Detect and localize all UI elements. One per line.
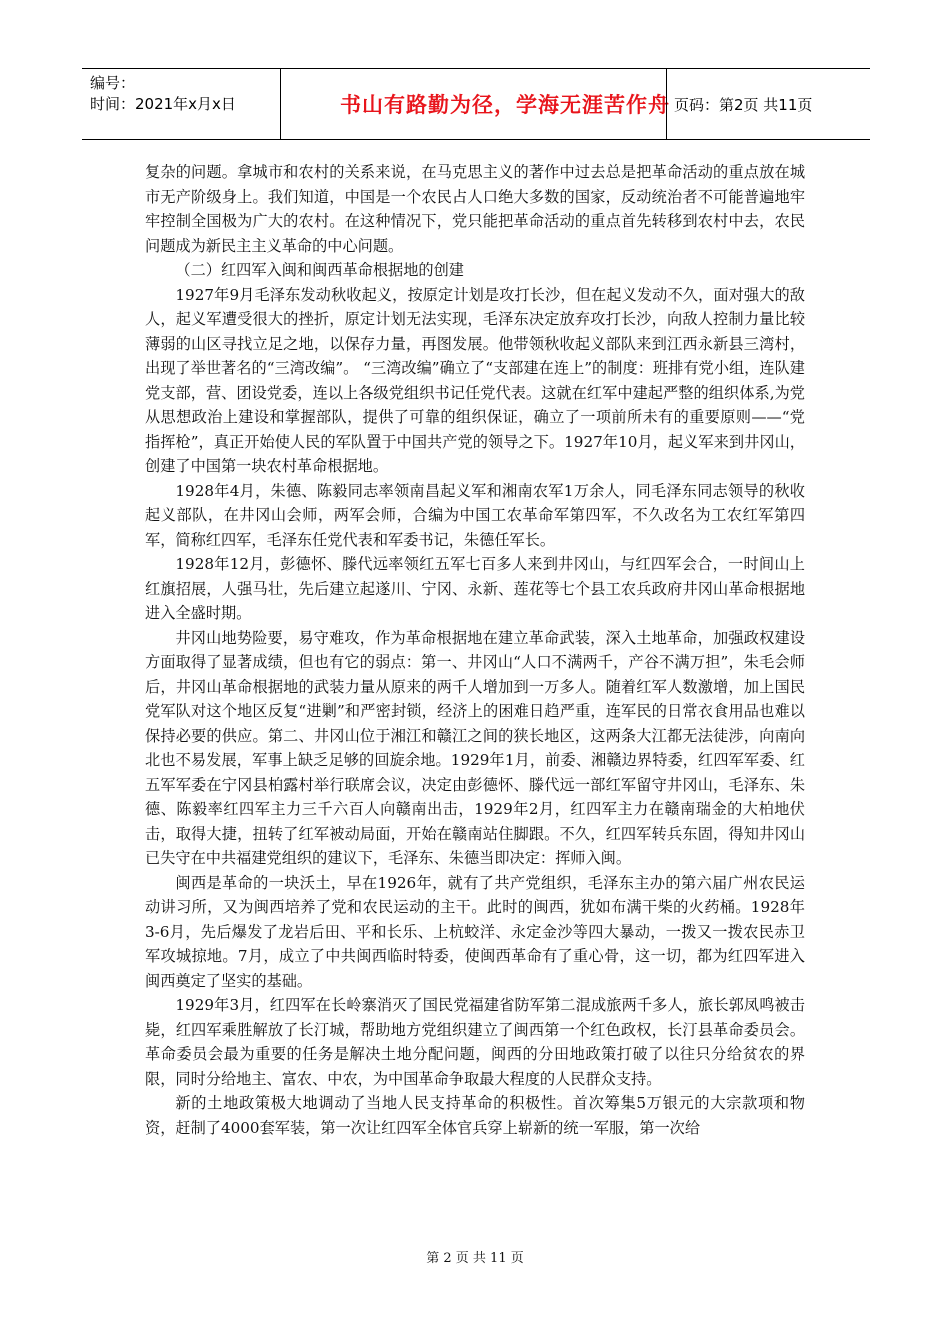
paragraph-continuation: 复杂的问题。拿城市和农村的关系来说，在马克思主义的著作中过去总是把革命活动的重点放在城市无产阶级身上。我们知道，中国是一个农民占人口绝大多数的国家，反动统治者不可能普遍地牢牢控制全国极为广大的农村。在这种情况下，党只能把革命活动的重点首先转移到农村中去，农民问题成为新民主主义革命的中心问题。 <box>145 163 805 255</box>
header-page-number: 页码：第2页 共11页 <box>674 95 813 114</box>
document-body <box>145 160 805 1140</box>
header-motto: 书山有路勤为径，学海无涯苦作舟 <box>340 93 670 117</box>
paragraph: 闽西是革命的一块沃土，早在1926年，就有了共产党组织，毛泽东主办的第六届广州农民运动讲习所，又为闽西培养了党和农民运动的主干。此时的闽西，犹如布满干柴的火药桶。1928年3-6月，先后爆发了龙岩后田、平和长乐、上杭蛟洋、永定金沙等四大暴动，一拨又一拨农民赤卫军攻城掠地。7月，成立了中共闽西临时特委，使闽西革命有了重心骨，这一切，都为红四军进入闽西奠定了坚实的基础。 <box>145 873 805 990</box>
document-date-label: 时间：2021年x月x日 <box>90 95 236 113</box>
page-header <box>82 68 870 140</box>
paragraph: 1928年12月，彭德怀、滕代远率领红五军七百多人来到井冈山，与红四军会合，一时间山上红旗招展，人强马壮，先后建立起遂川、宁冈、永新、莲花等七个县工农兵政府井冈山革命根据地进入全盛时期。 <box>145 555 805 622</box>
paragraph: 井冈山地势险要，易守难攻，作为革命根据地在建立革命武装，深入土地革命，加强政权建设方面取得了显著成绩，但也有它的弱点：第一、井冈山“人口不满两千，产谷不满万担”，朱毛会师后，井冈山革命根据地的武装力量从原来的两千人增加到一万多人。随着红军人数激增，加上国民党军队对这个地区反复“进剿”和严密封锁，经济上的困难日趋严重，连军民的日常衣食用品也难以保持必要的供应。第二、井冈山位于湘江和赣江之间的狭长地区，这两条大江都无法徒涉，向南向北也不易发展，军事上缺乏足够的回旋余地。1929年1月，前委、湘赣边界特委，红四军军委、红五军军委在宁冈县柏露村举行联席会议，决定由彭德怀、滕代远一部红军留守井冈山，毛泽东、朱德、陈毅率红四军主力三千六百人向赣南出击，1929年2月，红四军主力在赣南瑞金的大柏地伏击，取得大捷，扭转了红军被动局面，开始在赣南站住脚跟。不久，红四军转兵东固，得知井冈山已失守在中共福建党组织的建议下，毛泽东、朱德当即决定：挥师入闽。 <box>145 628 805 867</box>
header-meta <box>90 73 280 115</box>
document-number-label: 编号： <box>90 74 136 92</box>
section-heading: （二）红四军入闽和闽西革命根据地的创建 <box>175 261 464 279</box>
paragraph: 1927年9月毛泽东发动秋收起义，按原定计划是攻打长沙，但在起义发动不久，面对强大的敌人，起义军遭受很大的挫折，原定计划无法实现，毛泽东决定放弃攻打长沙，向敌人控制力量比较薄弱的山区寻找立足之地，以保存力量，再图发展。他带领秋收起义部队来到江西永新县三湾村，出现了举世著名的“三湾改编”。 “三湾改编”确立了“支部建在连上”的制度：班排有党小组，连队建党支部，营、团设党委，连以上各级党组织书记任党代表。这就在红军中建起严整的组织体系,为党从思想政治上建设和掌握部队，提供了可靠的组织保证，确立了一项前所未有的重要原则——“党指挥枪”，真正开始使人民的军队置于中国共产党的领导之下。1927年10月，起义军来到井冈山，创建了中国第一块农村革命根据地。 <box>145 285 805 475</box>
paragraph: 1928年4月，朱德、陈毅同志率领南昌起义军和湘南农军1万余人，同毛泽东同志领导的秋收起义部队，在井冈山会师，两军会师，合编为中国工农革命军第四军，不久改名为工农红军第四军，简称红四军，毛泽东任党代表和军委书记，朱德任军长。 <box>145 481 805 549</box>
page-footer: 第 2 页 共 11 页 <box>426 1251 524 1266</box>
paragraph: 新的土地政策极大地调动了当地人民支持革命的积极性。首次筹集5万银元的大宗款项和物资，赶制了4000套军装，第一次让红四军全体官兵穿上崭新的统一军服，第一次给 <box>145 1094 805 1137</box>
paragraph: 1929年3月，红四军在长岭寨消灭了国民党福建省防军第二混成旅两千多人，旅长郭凤鸣被击毙，红四军乘胜解放了长汀城，帮助地方党组织建立了闽西第一个红色政权，长汀县革命委员会。革命委员会最为重要的任务是解决土地分配问题，闽西的分田地政策打破了以往只分给贫农的界限，同时分给地主、富农、中农，为中国革命争取最大程度的人民群众支持。 <box>145 996 805 1088</box>
